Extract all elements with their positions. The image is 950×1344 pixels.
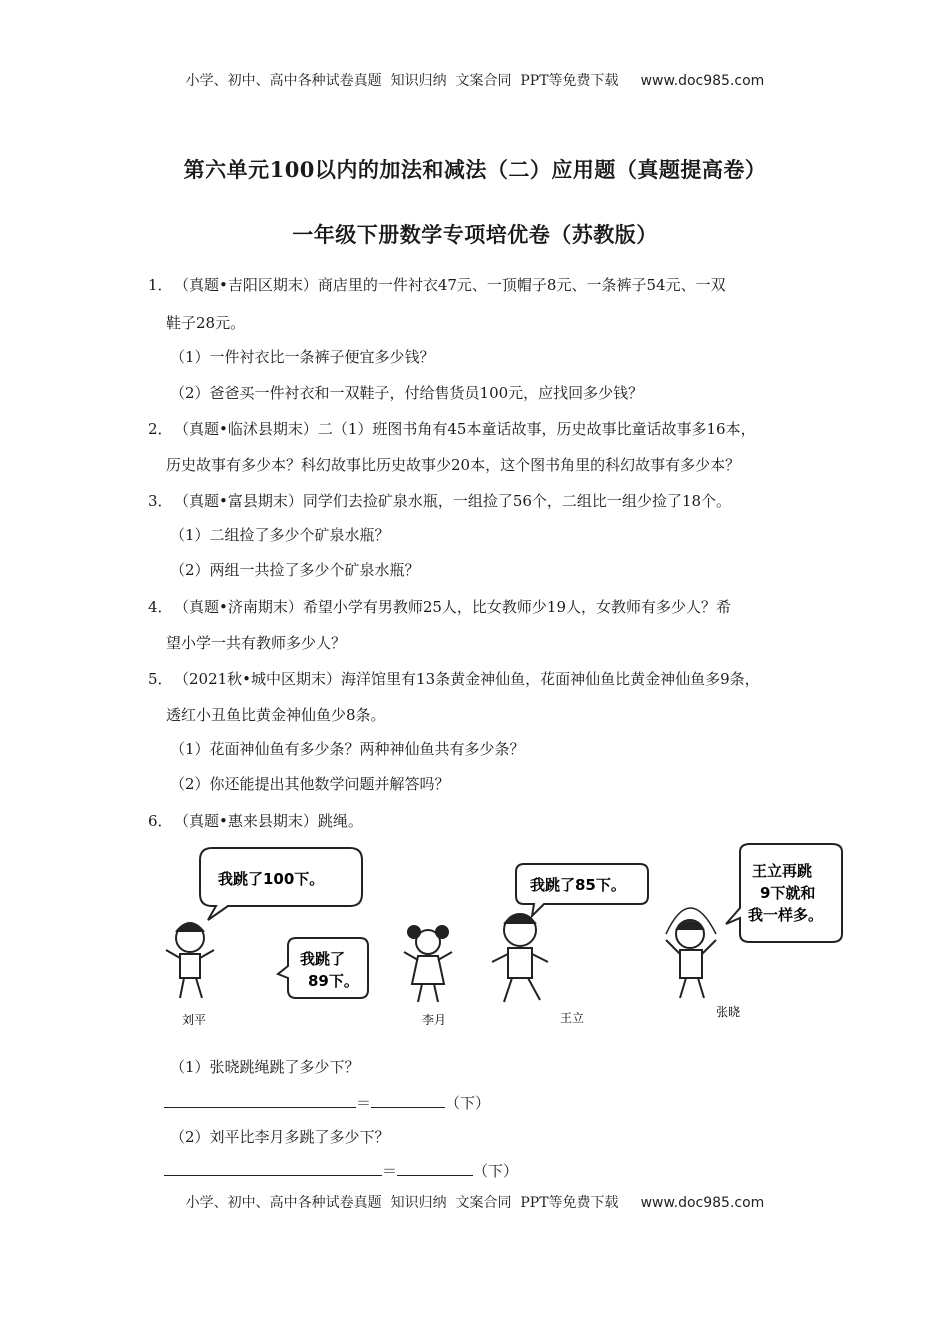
bubble-zhangxiao-text-1: 王立再跳	[752, 862, 813, 880]
question-3-sub-1: （1）二组捡了多少个矿泉水瓶？	[170, 526, 390, 544]
kid-name-liuping: 刘平	[182, 1013, 207, 1027]
bubble-liyue-text-1: 我跳了	[300, 950, 346, 968]
answer-2-unit: （下）	[473, 1162, 519, 1180]
question-5-sub-2: （2）你还能提出其他数学问题并解答吗？	[170, 775, 450, 793]
question-4-text: （真题•济南期末）希望小学有男教师25人，比女教师少19人，女教师有多少人？希	[174, 598, 732, 616]
question-6-text: （真题•惠来县期末）跳绳。	[174, 812, 363, 830]
kid-zhangxiao-figure	[666, 908, 716, 998]
page-header	[0, 70, 950, 90]
kid-name-zhangxiao: 张晓	[716, 1005, 741, 1019]
header-site-link[interactable]: www.doc985.com	[640, 73, 765, 89]
answer-1-result-blank[interactable]	[371, 1093, 445, 1108]
answer-1-equals: ＝	[356, 1094, 372, 1112]
question-3-number: 3．	[148, 492, 173, 510]
question-3-line-1	[148, 490, 731, 511]
question-4-line-2: 望小学一共有教师多少人？	[166, 634, 347, 652]
bubble-wangli-text: 我跳了85下。	[530, 876, 626, 894]
answer-1-unit: （下）	[445, 1094, 491, 1112]
question-6-sub-2: （2）刘平比李月多跳了多少下？	[170, 1128, 390, 1146]
footer-site-link[interactable]: www.doc985.com	[640, 1195, 765, 1211]
jump-rope-illustration	[160, 842, 850, 1032]
page-title: 第六单元100以内的加法和减法（二）应用题（真题提高卷）	[183, 157, 767, 182]
question-6-answer-2	[164, 1160, 518, 1181]
question-5-line-2: 透红小丑鱼比黄金神仙鱼少8条。	[166, 706, 386, 724]
question-6-number: 6．	[148, 812, 173, 830]
question-6-answer-1	[164, 1092, 490, 1113]
bubble-liuping-text: 我跳了100下。	[218, 870, 325, 888]
question-2-line-2: 历史故事有多少本？科幻故事比历史故事少20本，这个图书角里的科幻故事有多少本？	[166, 456, 741, 474]
question-5-sub-1: （1）花面神仙鱼有多少条？两种神仙鱼共有多少条？	[170, 740, 525, 758]
kid-liuping-figure	[166, 923, 214, 998]
answer-2-result-blank[interactable]	[397, 1161, 473, 1176]
answer-2-equals: ＝	[382, 1162, 398, 1180]
question-1-line-2: 鞋子28元。	[166, 314, 246, 332]
footer-text: 小学、初中、高中各种试卷真题 知识归纳 文案合同 PPT等免费下载	[185, 1195, 619, 1211]
kid-liyue-figure	[404, 926, 452, 1002]
question-6-sub-1: （1）张晓跳绳跳了多少下？	[170, 1058, 360, 1076]
page-footer	[0, 1192, 950, 1212]
answer-2-expression-blank[interactable]	[164, 1161, 382, 1176]
bubble-zhangxiao-text-2: 9下就和	[760, 884, 816, 902]
question-5-text: （2021秋•城中区期末）海洋馆里有13条黄金神仙鱼，花面神仙鱼比黄金神仙鱼多9条，	[174, 670, 760, 688]
question-4-number: 4．	[148, 598, 173, 616]
question-4-line-1	[148, 596, 731, 617]
question-1-sub-1: （1）一件衬衣比一条裤子便宜多少钱？	[170, 348, 435, 366]
question-1-line-1	[148, 274, 726, 295]
kid-name-liyue: 李月	[422, 1013, 447, 1027]
question-5-number: 5．	[148, 670, 173, 688]
question-2-number: 2．	[148, 420, 173, 438]
bubble-zhangxiao-text-3: 我一样多。	[748, 906, 824, 924]
question-2-text: （真题•临沭县期末）二（1）班图书角有45本童话故事，历史故事比童话故事多16本，	[174, 420, 756, 438]
question-6-line-1	[148, 810, 363, 831]
page-subtitle: 一年级下册数学专项培优卷（苏教版）	[292, 222, 658, 247]
question-1-sub-2: （2）爸爸买一件衬衣和一双鞋子，付给售货员100元，应找回多少钱？	[170, 384, 644, 402]
bubble-liyue-text-2: 89下。	[308, 972, 359, 990]
question-1-text: （真题•吉阳区期末）商店里的一件衬衣47元、一顶帽子8元、一条裤子54元、一双	[174, 276, 726, 294]
question-3-sub-2: （2）两组一共捡了多少个矿泉水瓶？	[170, 561, 420, 579]
question-2-line-1	[148, 418, 756, 439]
question-1-number: 1．	[148, 276, 173, 294]
answer-1-expression-blank[interactable]	[164, 1093, 356, 1108]
question-5-line-1	[148, 668, 760, 689]
kid-wangli-figure	[492, 914, 548, 1002]
question-3-text: （真题•富县期末）同学们去捡矿泉水瓶，一组捡了56个，二组比一组少捡了18个。	[174, 492, 732, 510]
kid-name-wangli: 王立	[560, 1011, 585, 1025]
header-text: 小学、初中、高中各种试卷真题 知识归纳 文案合同 PPT等免费下载	[185, 73, 619, 89]
